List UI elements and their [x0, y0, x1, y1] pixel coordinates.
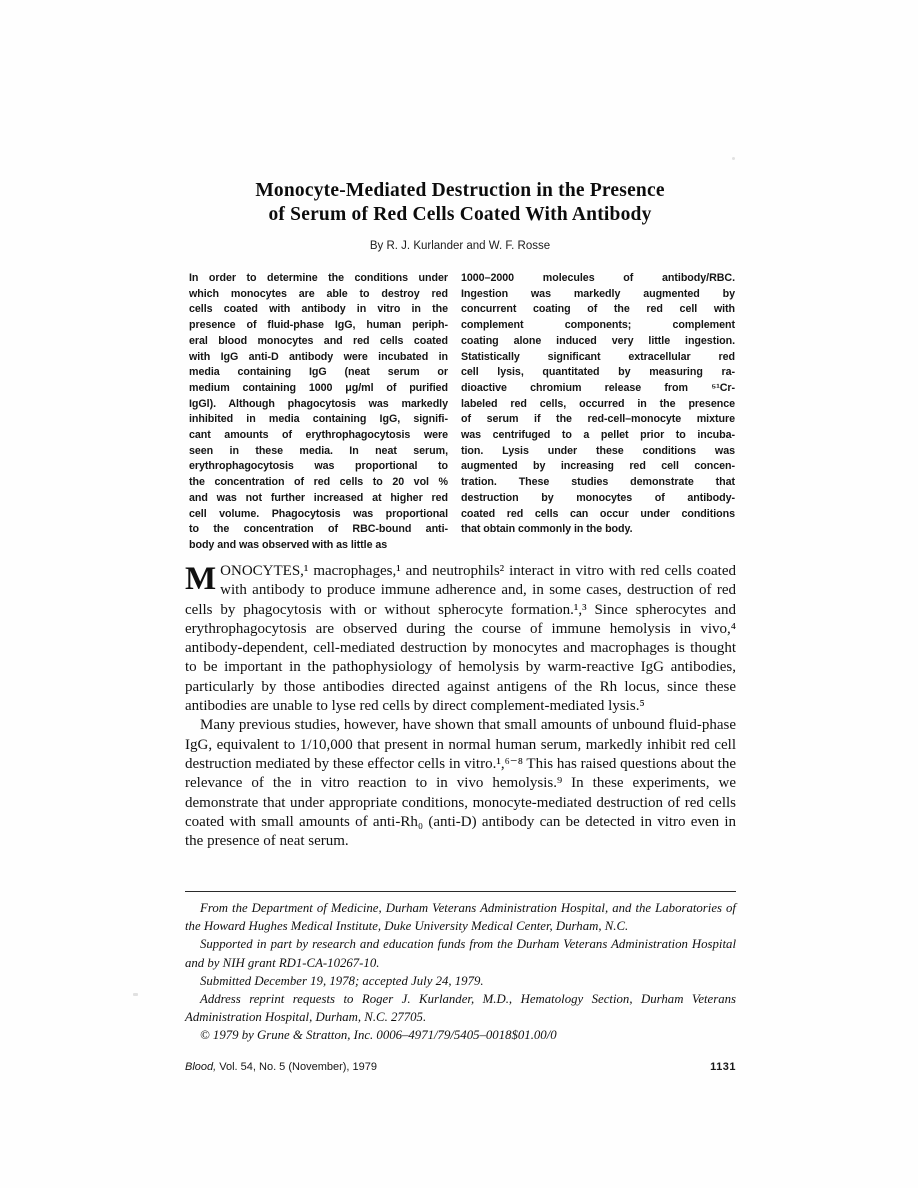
article-body: [185, 562, 736, 851]
abstract-line: eral blood monocytes and red cells coated: [189, 334, 448, 347]
page-number: 1131: [710, 1061, 736, 1073]
abstract-line: Ingestion was markedly augmented by: [461, 287, 735, 300]
abstract-line: 1000–2000 molecules of antibody/RBC.: [461, 272, 735, 284]
article-title-line-1: Monocyte-Mediated Destruction in the Presence: [255, 180, 665, 201]
body-paragraph-1: [185, 562, 736, 716]
abstract-line: was centrifuged to a pellet prior to incuba-: [461, 429, 735, 442]
abstract-line: cell volume. Phagocytosis was proportional: [189, 507, 448, 520]
abstract-line: IgGl). Although phagocytosis was markedly: [189, 397, 448, 410]
abstract-line: cells coated with antibody in vitro in the: [189, 303, 448, 316]
byline: By R. J. Kurlander and W. F. Rosse: [369, 240, 551, 252]
abstract-line: presence of fluid-phase IgG, human periph-: [189, 319, 448, 332]
article-title-line-2: of Serum of Red Cells Coated With Antibody: [268, 203, 652, 225]
abstract-line: coating alone induced very little ingestion.: [461, 334, 735, 347]
footnote-line: Submitted December 19, 1978; accepted July 24, 1979.: [200, 973, 484, 988]
abstract-line: media containing IgG (neat serum or: [189, 366, 448, 379]
abstract-right-column: [461, 271, 735, 554]
page-footer: [185, 1061, 736, 1073]
footnote-line: © 1979 by Grune & Stratton, Inc. 0006–4971/79/5405–0018$01.00/0: [200, 1028, 557, 1043]
abstract-line: seen in these media. In neat serum,: [189, 444, 448, 457]
journal-name: Blood,: [185, 1061, 217, 1073]
abstract-line: medium containing 1000 μg/ml of purified: [189, 381, 448, 394]
abstract-left-column: [189, 271, 448, 554]
body-paragraph-2: Many previous studies, however, have shown that small amounts of unbound fluid-phase IgG, equivalent to 1/10,000 that present in normal human serum, markedly inhibit red cell destruction mediated by these effector cells in vitro.¹,⁶⁻⁸ This has raised questions about the relevance of the in vitro reaction to in vivo hemolysis.⁹ In these experiments, we demonstrate that under appropriate conditions, monocyte-mediated destruction of red cells coated with small amounts of anti-Rh₀ (anti-D) antibody can be detected in vitro even in the presence of neat serum.: [185, 717, 736, 850]
dropcap-initial: M: [185, 561, 217, 597]
footnote-line: From the Department of Medicine, Durham Veterans Administration Hospital, and the Laboratories of the Howard Hughes Medical Institute, Duke University Medical Center, Durham, N.C.: [185, 901, 736, 934]
footnote-line: Supported in part by research and education funds from the Durham Veterans Administration Hospital and by NIH grant RD1-CA-10267-10.: [185, 937, 736, 970]
abstract-line: cell lysis, quantitated by measuring ra-: [461, 366, 735, 379]
abstract-line: with IgG anti-D antibody were incubated in: [189, 350, 448, 363]
abstract-line: and was not further increased at higher red: [189, 491, 448, 504]
abstract-line: body and was observed with as little as: [189, 538, 388, 551]
abstract-line: the concentration of red cells to 20 vol %: [189, 476, 448, 489]
scan-artifact-dot: [732, 157, 735, 160]
journal-issue: Vol. 54, No. 5 (November), 1979: [216, 1061, 378, 1073]
abstract-line: complement components; complement: [461, 319, 735, 332]
footnote-line: Address reprint requests to Roger J. Kurlander, M.D., Hematology Section, Durham Veterans Administration Hospital, Durham, N.C. 27705.: [185, 992, 736, 1025]
abstract-line: tion. Lysis under these conditions was: [461, 444, 735, 457]
abstract-line: coated red cells can occur under conditions: [461, 507, 735, 520]
abstract-line: Statistically significant extracellular red: [461, 350, 735, 363]
journal-reference: [185, 1061, 377, 1073]
abstract-line: augmented by increasing red cell concen-: [461, 460, 735, 473]
abstract-line: cant amounts of erythrophagocytosis were: [189, 429, 448, 442]
abstract: [189, 271, 735, 554]
abstract-line: concurrent coating of the red cell with: [461, 303, 735, 316]
abstract-line: of serum if the red-cell–monocyte mixture: [461, 413, 735, 426]
footnotes: [185, 899, 736, 1045]
article-title: [184, 179, 736, 226]
title-block: [184, 179, 736, 252]
abstract-line: to the concentration of RBC-bound anti-: [189, 523, 448, 536]
abstract-line: erythrophagocytosis was proportional to: [189, 460, 448, 473]
body-paragraph-1-text: ONOCYTES,¹ macrophages,¹ and neutrophils² interact in vitro with red cells coated with antibody to produce immune adherence and, in some cases, destruction of red cells by phagocytosis with or without spherocyte formation.¹,³ Since spherocytes and erythrophagocytosis are observed during the course of immune hemolysis in vivo,⁴ antibody-dependent, cell-mediated destruction by monocytes and macrophages is thought to be important in the pathophysiology of hemolysis by warm-reactive IgG antibodies, particularly by those antibodies directed against antigens of the Rh locus, since these antibodies are unable to lyse red cells by direct complement-mediated lysis.⁵: [185, 563, 736, 715]
scan-artifact-mark: [133, 993, 138, 996]
abstract-line: tration. These studies demonstrate that: [461, 476, 735, 489]
footnote-divider: [185, 891, 736, 892]
abstract-line: which monocytes are able to destroy red: [189, 287, 448, 300]
abstract-line: inhibited in media containing IgG, signifi-: [189, 413, 448, 426]
abstract-line: destruction by monocytes of antibody-: [461, 491, 735, 504]
abstract-line: In order to determine the conditions under: [189, 272, 448, 284]
abstract-line: labeled red cells, occurred in the presence: [461, 397, 735, 410]
abstract-line: dioactive chromium release from ⁵¹Cr-: [461, 381, 735, 394]
abstract-line: that obtain commonly in the body.: [461, 523, 633, 536]
